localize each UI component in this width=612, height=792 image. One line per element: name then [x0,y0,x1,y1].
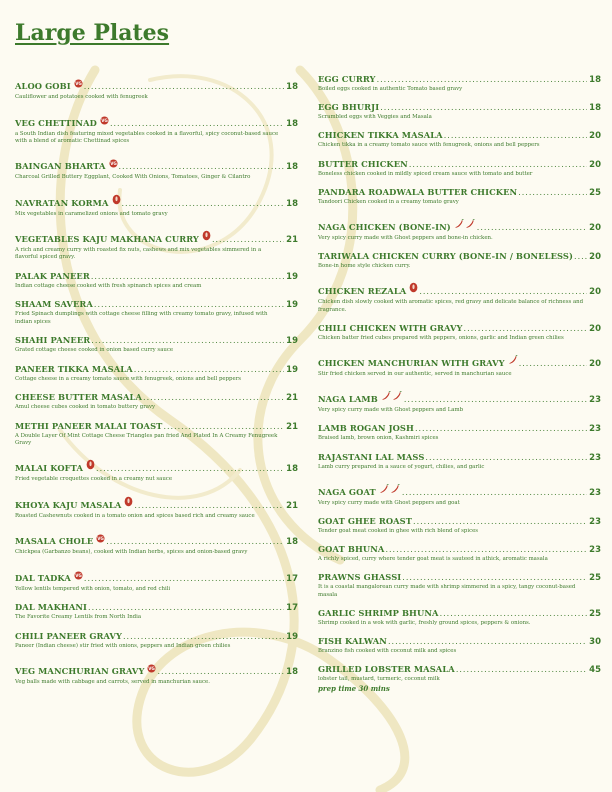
nut-icon [124,492,133,511]
dot-leader [425,453,587,462]
menu-item-navratan-korma [15,191,298,218]
svg-text:VG: VG [97,536,105,542]
menu-item-naga-chicken-bone-in [318,215,601,242]
item-description: Chicken dish slowly cooked with aromatic spices, red gravy and delicate balance of richness and fragrance. [318,299,584,313]
menu-item-veg-chettinad [15,111,298,145]
item-price: 45 [589,665,601,676]
item-name: NAVRATAN KORMA [15,197,109,208]
dot-leader [143,393,284,402]
item-description: Branzino fish cooked with coconut milk and spices [318,648,457,655]
menu-item-rajastani-lal-mass [318,452,601,471]
item-price: 30 [589,637,601,648]
menu-item-goat-bhuna [318,544,601,563]
dot-leader [157,667,284,676]
menu-item-goat-ghee-roast [318,516,601,535]
item-description: Charcoal Grilled Buttery Eggplant, Cooked With Onions, Tomatoes, Ginger & Cilantro [15,174,251,181]
item-price: 25 [589,608,601,619]
item-description: Tandoori Chicken cooked in a creamy tomato gravy [318,198,459,205]
item-description: Veg balls made with cabbage and carrots, served in manchurian sauce. [15,679,210,686]
item-name: MALAI KOFTA [15,463,84,474]
menu-item-lamb-rogan-josh [318,423,601,442]
item-price: 20 [589,252,601,263]
item-description: It is a coastal mangalorean curry made with shrimp simmered in a spicy, tangy coconut-based masala [318,584,576,598]
dot-leader [134,501,284,510]
chili-pepper-icon [508,350,518,369]
item-description: Paneer (Indian cheese) stir fried with onions, peppers and Indian green chilies [15,642,231,649]
item-name: EGG CURRY [318,74,376,84]
item-name: PRAWNS GHASSI [318,572,402,583]
item-description: a South Indian dish featuring mixed vegetables cooked in a flavorful, spicy coconut-based sauce with a blend of aromatic Chettinad spices [15,130,279,144]
item-price: 18 [286,198,298,209]
item-name: NAGA GOAT [318,486,376,497]
menu-item-paneer-tikka-masala [15,364,298,383]
item-price: 20 [589,359,601,370]
item-name: CHICKEN TIKKA MASALA [318,130,443,141]
dot-leader [404,395,587,404]
item-description: A richly spiced, curry where tender goat meat is sauteed in athick, aromatic masala [318,556,548,563]
dot-leader [91,336,284,345]
item-price: 20 [589,159,601,170]
item-name: GARLIC SHRIMP BHUNA [318,607,439,618]
dot-leader [88,603,284,612]
item-description: Fried vegetable croquettes cooked in a creamy nut sauce [15,476,173,483]
item-name: BUTTER CHICKEN [318,158,408,169]
dot-leader [94,300,284,309]
item-price: 18 [286,162,298,173]
item-name: SHAAM SAVERA [15,299,93,310]
menu-item-tariwala-chicken-curry-bone-in-boneless [318,251,601,270]
item-price: 18 [589,75,601,85]
item-name: PANDARA ROADWALA BUTTER CHICKEN [318,186,518,197]
svg-text:VG: VG [75,572,82,578]
dot-leader [91,272,284,281]
dot-leader [574,252,587,261]
item-description: Very spicy curry made with Ghost peppers and bone-in chicken. [318,235,493,242]
item-price: 21 [286,421,298,432]
menu-item-fish-kalwan [318,636,601,655]
nut-icon [112,190,121,209]
dot-leader [385,545,587,554]
item-description: Chicken tikka in a creamy tomato sauce with fenugreek, onions and bell peppers [318,142,540,149]
item-price: 25 [589,187,601,198]
item-name: PALAK PANEER [15,270,90,281]
dot-leader [456,665,587,674]
item-name: NAGA LAMB [318,394,378,405]
dot-leader [440,609,588,618]
vegan-icon [74,73,83,92]
menu-item-grilled-lobster-masala [318,664,601,693]
menu-item-aloo-gobi [15,74,298,101]
dot-leader [409,160,587,169]
nut-icon [409,278,418,297]
right-menu-column [318,74,601,693]
vegan-icon [100,110,109,129]
menu-item-cheese-butter-masala [15,392,298,411]
dot-leader [477,223,587,232]
item-description: Bone-in home style chicken curry. [318,263,411,270]
item-price: 21 [286,235,298,246]
item-description: Scrambled eggs with Veggies and Masala [318,114,432,121]
menu-item-prawns-ghassi [318,572,601,598]
item-description: Tender goat meat cooked in ghee with rich blend of spices [318,528,479,535]
dot-leader [519,359,587,368]
item-description: Shrimp cooked in a wok with garlic, freshly ground spices, peppers & onions. [318,619,531,626]
item-name: CHICKEN MANCHURIAN WITH GRAVY [318,358,505,369]
dot-leader [518,188,587,197]
item-name: GOAT BHUNA [318,544,385,555]
dot-leader [444,131,587,140]
menu-item-veg-manchurian-gravy [15,659,298,686]
item-description: Braised lamb, brown onion, Kashmiri spices [318,435,439,442]
vegan-icon [109,153,118,172]
item-price: 25 [589,573,601,584]
item-price: 18 [286,537,298,548]
menu-item-chili-chicken-with-gravy [318,323,601,342]
menu-item-egg-curry [318,74,601,93]
menu-item-methi-paneer-malai-toast [15,421,298,447]
menu-item-dal-tadka [15,566,298,593]
menu-item-vegetables-kaju-makhana-curry [15,227,298,261]
item-price: 17 [286,603,298,614]
item-description: lobster tail, mustard, turmeric, coconut milk [318,676,440,683]
item-name: VEG MANCHURIAN GRAVY [15,666,145,677]
svg-text:VG: VG [148,666,156,672]
item-description: Lamb curry prepared in a sauce of yogurt, chilies, and garlic [318,463,485,470]
menu-item-chicken-manchurian-with-gravy [318,351,601,378]
dot-leader [402,573,587,582]
item-name: SHAHI PANEER [15,335,91,346]
left-menu-column [15,74,298,687]
item-name: EGG BHURJI [318,102,380,113]
item-price: 19 [286,631,298,642]
svg-text:VG: VG [109,161,117,167]
dot-leader [377,75,588,84]
item-name: CHICKEN REZALA [318,286,407,297]
dot-leader [163,422,284,431]
menu-item-baingan-bharta [15,154,298,181]
item-name: BAINGAN BHARTA [15,161,106,172]
item-name: DAL MAKHANI [15,602,88,613]
item-price: 20 [589,323,601,334]
chili-peppers-icon [454,214,476,233]
item-description: Chicken batter fried cubes prepared with peppers, onions, garlic and Indian green chilies [318,334,564,341]
dot-leader [84,82,284,91]
item-name: CHILI PANEER GRAVY [15,630,122,641]
item-name: NAGA CHICKEN (BONE-IN) [318,222,451,233]
item-price: 18 [286,667,298,678]
prep-time-note: prep time 30 mins [318,684,390,694]
dot-leader [415,424,587,433]
dot-leader [464,324,588,333]
menu-item-garlic-shrimp-bhuna [318,608,601,627]
item-price: 23 [589,424,601,435]
item-name: GRILLED LOBSTER MASALA [318,664,455,675]
item-description: Boiled eggs cooked in authentic Tomato based gravy [318,86,463,92]
item-price: 21 [286,393,298,404]
item-price: 18 [286,82,298,92]
item-name: TARIWALA CHICKEN CURRY (BONE-IN / BONELESS) [318,251,574,262]
item-name: CHEESE BUTTER MASALA [15,392,143,403]
item-description: Cottage cheese in a creamy tomato sauce with fenugreek, onions and bell peppers [15,375,242,382]
item-name: KHOYA KAJU MASALA [15,499,122,510]
dot-leader [134,365,284,374]
item-price: 23 [589,395,601,406]
item-price: 20 [589,287,601,298]
chili-peppers-icon [379,479,401,498]
svg-text:VG: VG [101,117,108,123]
menu-item-naga-lamb [318,387,601,414]
menu-item-malai-kofta [15,456,298,483]
item-price: 20 [589,131,601,142]
dot-leader [212,235,284,244]
item-name: RAJASTANI LAL MASS [318,451,425,462]
dot-leader [413,517,587,526]
dot-leader [110,119,284,128]
menu-item-dal-makhani [15,602,298,621]
chili-peppers-icon [381,386,403,405]
item-price: 20 [589,223,601,234]
vegan-icon [74,565,83,584]
item-description: The Favorite Creamy Lentils from North India [15,614,142,621]
dot-leader [380,103,587,112]
item-price: 18 [286,118,298,129]
dot-leader [419,287,587,296]
menu-item-naga-goat [318,480,601,507]
item-price: 19 [286,364,298,375]
menu-item-shahi-paneer [15,335,298,354]
item-name: VEGETABLES KAJU MAKHANA CURRY [15,234,199,245]
item-description: Boneless chicken cooked in mildly spiced cream sauce with tomato and butter [318,170,533,177]
dot-leader [402,488,587,497]
item-description: Stir fried chicken served in our authentic, served in manchurian sauce [318,371,512,378]
nut-icon [86,455,95,474]
item-description: A rich and creamy curry with roasted fix nuts, cashews and mix vegetables simmered in a flavorful spiced gravy. [15,247,262,261]
item-description: Cauliflower and potatoes cooked with fenugreek [15,94,148,100]
dot-leader [122,199,285,208]
item-name: MASALA CHOLE [15,536,94,547]
menu-item-butter-chicken [318,159,601,178]
item-description: Yellow lentils tempered with onion, tomato, and red chili [15,585,171,592]
item-price: 17 [286,573,298,584]
item-price: 19 [286,336,298,347]
menu-item-pandara-roadwala-butter-chicken [318,187,601,206]
menu-item-chicken-rezala [318,279,601,313]
item-name: GOAT GHEE ROAST [318,516,413,527]
item-price: 19 [286,271,298,282]
menu-item-egg-bhurji [318,102,601,121]
item-name: LAMB ROGAN JOSH [318,423,414,434]
item-price: 21 [286,500,298,511]
item-description: Amul cheese cubes cooked in tomato buttery gravy [15,404,156,411]
menu-item-chili-paneer-gravy [15,631,298,650]
item-description: A Double Layer Of Mint Cottage Cheese Triangles pan fried And Plated In A Creamy Fenugreek Gravy [15,432,278,446]
item-name: ALOO GOBI [15,81,71,91]
item-name: VEG CHETTINAD [15,117,97,128]
item-name: CHILI CHICKEN WITH GRAVY [318,322,463,333]
svg-text:VG: VG [74,81,82,87]
dot-leader [388,637,587,646]
vegan-icon [147,658,156,677]
item-price: 18 [589,103,601,114]
dot-leader [123,632,284,641]
item-price: 18 [286,464,298,475]
item-description: Indian cottage cheese cooked with fresh spinanch spices and cream [15,282,202,289]
dot-leader [119,162,285,171]
menu-item-shaam-savera [15,299,298,325]
item-name: FISH KALWAN [318,636,387,647]
dot-leader [106,537,284,546]
item-description: Very spicy curry made with Ghost peppers and goat [318,499,460,506]
item-name: DAL TADKA [15,572,71,583]
dot-leader [96,464,284,473]
dot-leader [84,574,284,583]
vegan-icon [96,528,105,547]
item-description: Fried Spinach dumplings with cottage cheese filling with creamy tomato gravy, infused with indian spices [15,311,268,325]
item-description: Roasted Cashewnuts cooked in a tomato onion and spices based rich and creamy sauce [15,512,255,519]
page-title: Large Plates [15,20,170,46]
item-price: 23 [589,452,601,463]
menu-item-masala-chole [15,529,298,556]
item-description: Chickpea (Garbanzo beans), cooked with Indian herbs, spices and onion-based gravy [15,549,248,556]
item-price: 23 [589,545,601,556]
menu-item-palak-paneer [15,271,298,290]
menu-item-chicken-tikka-masala [318,130,601,149]
item-name: PANEER TIKKA MASALA [15,363,133,374]
item-description: Mix vegetables in caramelized onions and tomato gravy [15,210,168,217]
item-description: Grated cottage cheese cooked in onion based curry sauce [15,347,174,354]
item-price: 23 [589,487,601,498]
item-price: 23 [589,517,601,528]
nut-icon [202,226,211,245]
menu-item-khoya-kaju-masala [15,493,298,520]
item-price: 19 [286,300,298,311]
item-description: Very spicy curry made with Ghost peppers and Lamb [318,407,464,414]
item-name: METHI PANEER MALAI TOAST [15,420,163,431]
